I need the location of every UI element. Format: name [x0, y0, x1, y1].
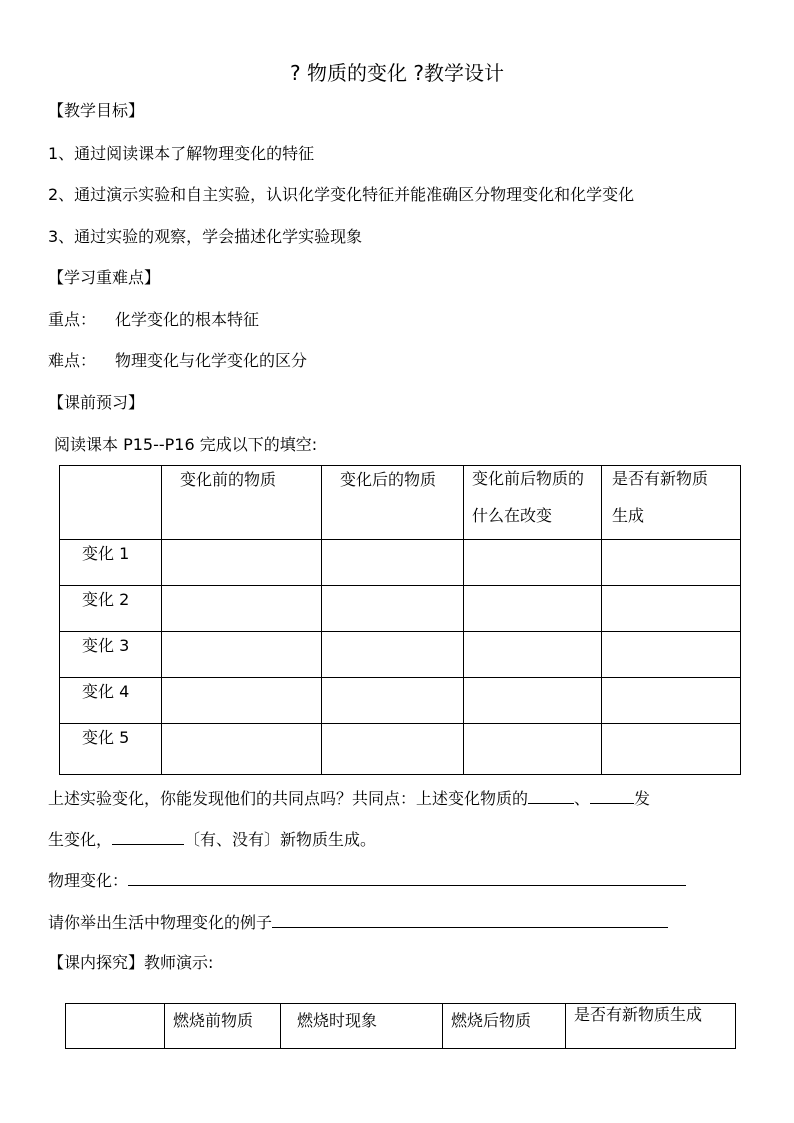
table-header-cell: 变化前的物质	[162, 466, 322, 540]
preview-table	[59, 465, 741, 775]
summary-text-1: 上述实验变化，你能发现他们的共同点吗？共同点：上述变化物质的	[48, 789, 529, 808]
summary-question-line-2	[48, 827, 376, 851]
difficulty-label: 难点：	[48, 351, 97, 370]
table-cell	[602, 540, 741, 586]
row-label: 变化 5	[60, 724, 162, 775]
table-cell	[602, 586, 741, 632]
objectives-heading: 【教学目标】	[48, 101, 145, 120]
table-header-cell: 变化前后物质的什么在改变	[464, 466, 602, 540]
physical-change-label: 物理变化：	[48, 871, 129, 890]
preview-heading: 【课前预习】	[48, 393, 145, 412]
answer-blank-2[interactable]	[590, 786, 634, 804]
preview-instruction: 阅读课本 P15--P16 完成以下的填空:	[54, 435, 318, 454]
table-cell	[602, 632, 741, 678]
table-cell	[464, 632, 602, 678]
focus-text: 化学变化的根本特征	[115, 310, 260, 329]
answer-blank-1[interactable]	[528, 786, 574, 804]
physical-change-blank[interactable]	[128, 868, 686, 886]
row-label: 变化 3	[60, 632, 162, 678]
table-cell	[322, 678, 464, 724]
table-header-cell: 是否有新物质生成	[602, 466, 741, 540]
summary-question-line	[48, 786, 650, 810]
example-label: 请你举出生活中物理变化的例子	[48, 913, 273, 932]
objective-item-1: 1、通过阅读课本了解物理变化的特征	[48, 144, 315, 163]
table-cell	[162, 586, 322, 632]
table-cell	[322, 632, 464, 678]
table-row	[60, 540, 741, 586]
table-cell	[322, 724, 464, 775]
page-title: ? 物质的变化 ?教学设计	[290, 61, 504, 85]
table-header-cell: 燃烧前物质	[165, 1004, 281, 1049]
table-cell	[322, 540, 464, 586]
table-cell	[322, 586, 464, 632]
row-label: 变化 2	[60, 586, 162, 632]
table-cell	[162, 540, 322, 586]
focus-label: 重点：	[48, 310, 97, 329]
example-line	[48, 910, 668, 934]
table-header-cell: 燃烧时现象	[281, 1004, 443, 1049]
table-cell	[162, 632, 322, 678]
table-cell	[464, 678, 602, 724]
difficulty-text: 物理变化与化学变化的区分	[115, 351, 308, 370]
table-row	[60, 678, 741, 724]
table-cell	[162, 678, 322, 724]
physical-change-line	[48, 868, 686, 892]
inquiry-heading-bracket: 【课内探究】	[48, 953, 145, 972]
demo-table	[65, 1003, 736, 1049]
summary-text-3: 生变化，	[48, 830, 113, 849]
inquiry-heading-text: 教师演示:	[144, 953, 214, 972]
table-cell	[464, 586, 602, 632]
summary-text-2: 发	[634, 789, 651, 808]
objective-item-3: 3、通过实验的观察，学会描述化学实验现象	[48, 227, 363, 246]
table-cell	[464, 724, 602, 775]
row-label: 变化 1	[60, 540, 162, 586]
example-blank[interactable]	[272, 910, 668, 928]
table-cell	[602, 724, 741, 775]
table-header-cell	[66, 1004, 165, 1049]
answer-blank-3[interactable]	[112, 827, 184, 845]
inquiry-heading	[48, 952, 213, 974]
table-cell	[162, 724, 322, 775]
table-cell	[602, 678, 741, 724]
table-row	[60, 586, 741, 632]
table-header-cell: 是否有新物质生成	[566, 1004, 736, 1049]
summary-text-4: 〔有、没有〕新物质生成。	[184, 830, 377, 849]
table-row	[60, 724, 741, 775]
table-header-cell: 燃烧后物质	[443, 1004, 566, 1049]
table-header-cell: 变化后的物质	[322, 466, 464, 540]
key-points-heading: 【学习重难点】	[48, 268, 161, 287]
objective-item-2: 2、通过演示实验和自主实验，认识化学变化特征并能准确区分物理变化和化学变化	[48, 185, 635, 204]
table-cell	[464, 540, 602, 586]
summary-separator: 、	[574, 789, 591, 808]
table-header-cell	[60, 466, 162, 540]
table-row	[60, 632, 741, 678]
table-header-row	[66, 1004, 736, 1049]
row-label: 变化 4	[60, 678, 162, 724]
table-header-row	[60, 466, 741, 540]
